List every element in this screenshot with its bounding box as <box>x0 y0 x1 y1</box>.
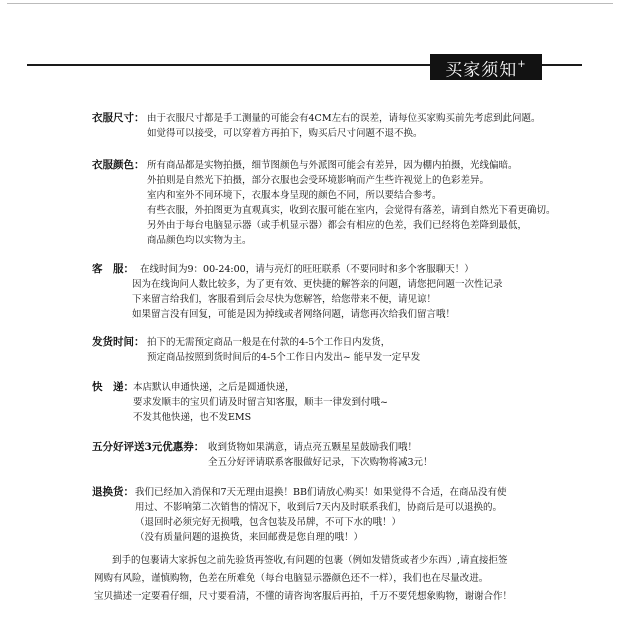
section-line: 有些衣服，外拍图更为直观真实，收到衣服可能在室内，会觉得有落差，请到自然光下看更确切。 <box>147 205 556 216</box>
section-line: 本店默认申通快递，之后是圆通快递， <box>133 382 295 393</box>
section-label: 发货时间： <box>92 336 145 348</box>
section-line: 预定商品按照到货时间后的4-5个工作日内发出~ 能早发一定早发 <box>147 352 421 363</box>
section-label: 退换货： <box>92 486 134 498</box>
closing-notes <box>94 552 512 606</box>
section-line: 在线时间为9：00-24:00，请与亮灯的旺旺联系（不要同时和多个客服聊天！） <box>140 264 474 275</box>
section-line: 如觉得可以接受，可以穿着方再拍下，购买后尺寸问题不退不换。 <box>147 128 423 139</box>
section-line: 因为在线询问人数比较多，为了更有效、更快捷的解答亲的问题，请您把问题一次性记录 <box>132 279 503 290</box>
section-line: 由于衣服尺寸都是手工测量的可能会有4CM左右的误差，请每位买家购买前先考虑到此问题。 <box>147 113 541 124</box>
section-line: 室内和室外不同环境下，衣服本身呈现的颜色不同，所以要结合参考。 <box>147 190 442 201</box>
section-label: 五分好评送3元优惠券： <box>92 441 205 453</box>
section-line: 不发其他快递，也不发EMS <box>133 412 252 423</box>
title-text: 买家须知 <box>445 60 518 81</box>
section-line: 另外由于每台电脑显示器（或手机显示器）都会有相应的色差，我们已经将色差降到最低， <box>147 220 528 231</box>
closing-line: 到手的包裹请大家拆包之前先验货再签收,有问题的包裹（例如发错货或者少东西）,请直接拒签 <box>112 555 508 566</box>
section-line: 如果留言没有回复，可能是因为掉线或者网络问题，请您再次给我们留言哦！ <box>132 309 456 320</box>
closing-line: 宝贝描述一定要看仔细，尺寸要看清，不懂的请咨询客服后再拍，千万不要凭想象购物，谢谢合作！ <box>94 591 513 602</box>
section-line: 所有商品都是实物拍摄，细节图颜色与外派图可能会有差异，因为棚内拍摄，光线偏暗。 <box>147 160 518 171</box>
section-line: 收到货物如果满意，请点亮五颗星星鼓励我们哦！ <box>208 442 418 453</box>
section-label: 客 服： <box>92 263 134 275</box>
section-line: 要求发顺丰的宝贝们请及时留言知客服，顺丰一律发到付哦~ <box>133 397 388 408</box>
section-line: 我们已经加入消保和7天无理由退换！BB们请放心购买！如果觉得不合适，在商品没有使 <box>135 487 507 498</box>
section-line: 外拍则是自然光下拍摄，部分衣服也会受环境影响而产生些许视觉上的色彩差异。 <box>147 175 490 186</box>
section-line: 全五分好评请联系客服做好记录，下次购物将减3元！ <box>208 457 433 468</box>
section-label: 快 递： <box>92 381 134 393</box>
section-line: 拍下的无需预定商品一般是在付款的4-5个工作日内发货， <box>147 337 391 348</box>
section-line: （退回时必须完好无损哦，包含包装及吊牌，不可下水的哦！） <box>135 517 402 528</box>
section-line: 下来留言给我们，客服看到后会尽快为您解答，给您带来不便，请见谅！ <box>132 294 437 305</box>
section-label: 衣服尺寸： <box>92 112 145 124</box>
page-title <box>430 54 542 80</box>
section-line: 用过、不影响第二次销售的情况下，收到后7天内及时联系我们，协商后是可以退换的。 <box>135 502 503 513</box>
section-line: 商品颜色均以实物为主。 <box>147 235 252 246</box>
top-divider <box>7 3 613 4</box>
section-label: 衣服颜色： <box>92 159 145 171</box>
section-line: （没有质量问题的退换货，来回邮费是您自理的哦！） <box>135 532 364 543</box>
closing-line: 网购有风险，谨慎购物，色差在所难免（每台电脑显示器颜色还不一样），我们也在尽量改进。 <box>94 573 489 584</box>
title-mark: + <box>517 59 527 70</box>
